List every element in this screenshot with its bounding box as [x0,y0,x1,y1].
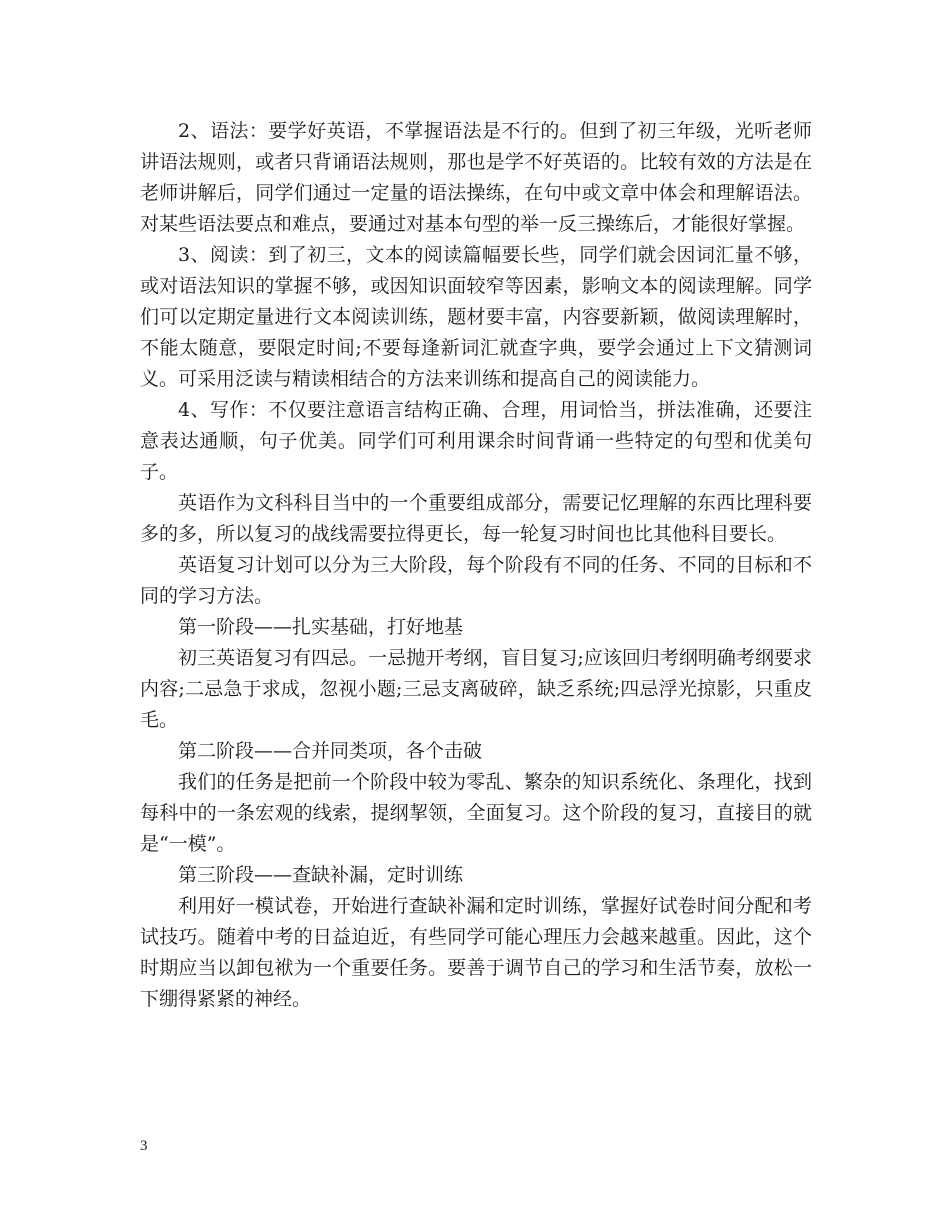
stage-1-heading: 第一阶段——扎实基础，打好地基 [178,616,464,638]
paragraph-stage-3: 利用好一模试卷，开始进行查缺补漏和定时训练，掌握好试卷时间分配和考试技巧。随着中考的日益迫近，有些同学可能心理压力会越来越重。因此，这个时期应当以卸包袱为一个重要任务。要善于调节自己的学习和生活节奏，放松一下绷得紧紧的神经。 [140,895,812,1010]
paragraph-reading: 3、阅读：到了初三，文本的阅读篇幅要长些，同学们就会因词汇量不够，或对语法知识的掌握不够，或因知识面较窄等因素，影响文本的阅读理解。同学们可以定期定量进行文本阅读训练，题材要丰富，内容要新颖，做阅读理解时，不能太随意，要限定时间;不要每逢新词汇就查字典，要学会通过上下文猜测词义。可采用泛读与精读相结合的方法来训练和提高自己的阅读能力。 [140,244,812,390]
stage-2-heading: 第二阶段——合并同类项，各个击破 [178,740,483,762]
paragraph-writing: 4、写作：不仅要注意语言结构正确、合理，用词恰当，拼法准确，还要注意表达通顺，句子优美。同学们可利用课余时间背诵一些特定的句型和优美句子。 [140,399,812,483]
stage-3-heading: 第三阶段——查缺补漏，定时训练 [178,864,464,886]
paragraph-stage-2: 我们的任务是把前一个阶段中较为零乱、繁杂的知识系统化、条理化，找到每科中的一条宏观的线索，提纲挈领，全面复习。这个阶段的复习，直接目的就是“一模”。 [140,771,812,855]
paragraph-english-importance: 英语作为文科科目当中的一个重要组成部分，需要记忆理解的东西比理科要多的多，所以复习的战线需要拉得更长，每一轮复习时间也比其他科目要长。 [140,492,812,545]
paragraph-grammar: 2、语法：要学好英语，不掌握语法是不行的。但到了初三年级，光听老师讲语法规则，或者只背诵语法规则，那也是学不好英语的。比较有效的方法是在老师讲解后，同学们通过一定量的语法操练，在句中或文章中体会和理解语法。对某些语法要点和难点，要通过对基本句型的举一反三操练后，才能很好掌握。 [140,120,812,235]
paragraph-stage-1: 初三英语复习有四忌。一忌抛开考纲，盲目复习;应该回归考纲明确考纲要求内容;二忌急于求成，忽视小题;三忌支离破碎，缺乏系统;四忌浮光掠影，只重皮毛。 [140,647,812,731]
paragraph-three-stages-intro: 英语复习计划可以分为三大阶段，每个阶段有不同的任务、不同的目标和不同的学习方法。 [140,554,812,607]
body-text [140,116,812,1015]
page-number: 3 [140,1138,148,1154]
